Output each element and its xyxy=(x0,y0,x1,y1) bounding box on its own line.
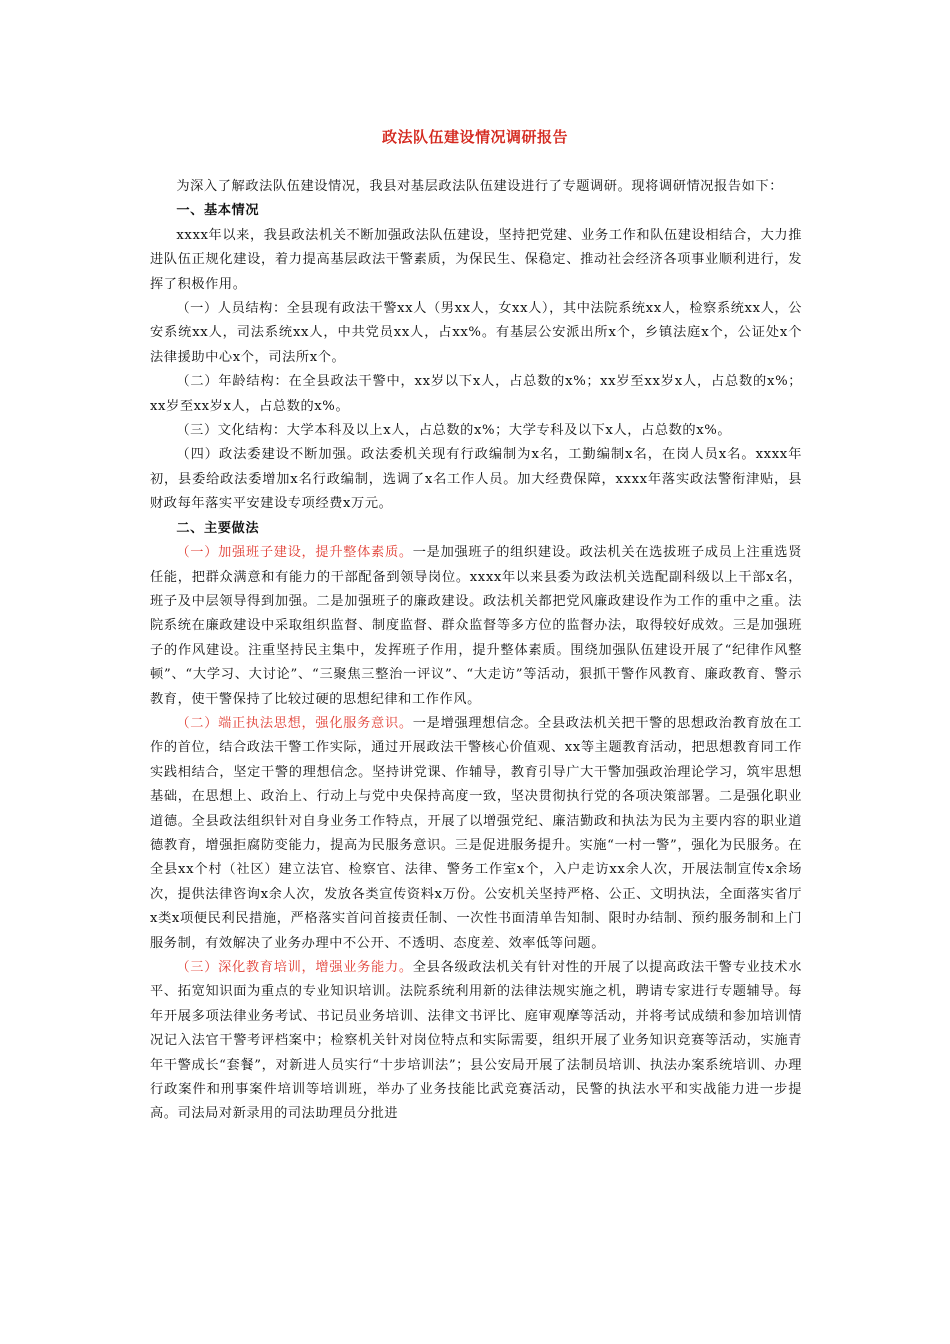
leadership-building-text: 一是加强班子的组织建设。政法机关在选拔班子成员上注重选贤任能，把群众满意和有能力的干部配备到领导岗位。xxxx年以来县委为政法机关选配副科级以上干部x名，班子及中层领导得到加强。二是加强班子的廉政建设。政法机关都把党风廉政建设作为工作的重中之重。法院系统在廉政建设中采取组织监督、制度监督、群众监督等多方位的监督办法，取得较好成效。三是加强班子的作风建设。注重坚持民主集中，发挥班子作用，提升整体素质。围绕加强队伍建设开展了“纪律作风整顿”、“大学习、大讨论”、“三聚焦三整治一评议”、“大走访”等活动，狠抓干警作风教育、廉政教育、警示教育，使干警保持了比较过硬的思想纪律和工作作风。 xyxy=(150,545,802,707)
law-enforcement-thinking-subheading: （二）端正执法思想，强化服务意识。 xyxy=(176,715,413,731)
leadership-building-paragraph xyxy=(150,541,802,712)
section-2-heading: 二、主要做法 xyxy=(176,520,260,536)
education-training-text: 全县各级政法机关有针对性的开展了以提高政法干警专业技术水平、拓宽知识面为重点的专业知识培训。法院系统利用新的法律法规实施之机，聘请专家进行专题辅导。每年开展多项法律业务考试、书记员业务培训、法律文书评比、庭审观摩等活动，并将考试成绩和参加培训情况记入法官干警考评档案中；检察机关针对岗位特点和实际需要，组织开展了业务知识竞赛等活动，实施青年干警成长“套餐”，对新进人员实行“十步培训法”；县公安局开展了法制员培训、执法办案系统培训、办理行政案件和刑事案件培训等培训班，举办了业务技能比武竞赛活动，民警的执法水平和实战能力进一步提高。司法局对新录用的司法助理员分批进 xyxy=(150,960,802,1122)
leadership-building-subheading: （一）加强班子建设，提升整体素质。 xyxy=(176,545,413,561)
education-training-paragraph xyxy=(150,956,802,1127)
law-enforcement-thinking-text: 一是增强理想信念。全县政法机关把干警的思想政治教育放在工作的首位，结合政法干警工作实际，通过开展政法干警核心价值观、xx等主题教育活动，把思想教育同工作实践相结合，坚定干警的理想信念。坚持讲党课、作辅导，教育引导广大干警加强政治理论学习，筑牢思想基础，在思想上、政治上、行动上与党中央保持高度一致，坚决贯彻执行党的各项决策部署。二是强化职业道德。全县政法组织针对自身业务工作特点，开展了以增强党纪、廉洁勤政和执法为民为主要内容的职业道德教育，增强拒腐防变能力，提高为民服务意识。三是促进服务提升。实施“一村一警”，强化为民服务。在全县xx个村（社区）建立法官、检察官、法律、警务工作室x个，入户走访xx余人次，开展法制宣传x余场次，提供法律咨询x余人次，发放各类宣传资料x万份。公安机关坚持严格、公正、文明执法，全面落实省厅x类x项便民利民措施，严格落实首问首接责任制、一次性书面清单告知制、限时办结制、预约服务制和上门服务制，有效解决了业务办理中不公开、不透明、态度差、效率低等问题。 xyxy=(150,715,802,951)
education-structure-paragraph: （三）文化结构：大学本科及以上x人，占总数的x%；大学专科及以下x人，占总数的x%。 xyxy=(176,423,732,439)
personnel-structure-paragraph: （一）人员结构：全县现有政法干警xx人（男xx人，女xx人），其中法院系统xx人，检察系统xx人，公安系统xx人，司法系统xx人，中共党员xx人，占xx%。有基层公安派出所x个，乡镇法庭x个，公证处x个法律援助中心x个，司法所x个。 xyxy=(150,301,802,365)
law-enforcement-thinking-paragraph xyxy=(150,712,802,956)
committee-building-paragraph: （四）政法委建设不断加强。政法委机关现有行政编制为x名，工勤编制x名，在岗人员x名。xxxx年初，县委给政法委增加x名行政编制，选调了x名工作人员。加大经费保障，xxxx年落实政法警衔津贴，县财政每年落实平安建设专项经费x万元。 xyxy=(150,447,802,512)
document-title: 政法队伍建设情况调研报告 xyxy=(381,128,568,146)
section-1-heading: 一、基本情况 xyxy=(176,203,260,219)
age-structure-paragraph: （二）年龄结构：在全县政法干警中，xx岁以下x人，占总数的x%；xx岁至xx岁x人，占总数的x%；xx岁至xx岁x人，占总数的x%。 xyxy=(150,374,802,414)
document-body xyxy=(150,175,802,1127)
education-training-subheading: （三）深化教育培训，增强业务能力。 xyxy=(176,960,413,975)
intro-paragraph: 为深入了解政法队伍建设情况，我县对基层政法队伍建设进行了专题调研。现将调研情况报告如下： xyxy=(176,179,784,194)
section-1-overview: xxxx年以来，我县政法机关不断加强政法队伍建设，坚持把党建、业务工作和队伍建设相结合，大力推进队伍正规化建设，着力提高基层政法干警素质，为保民生、保稳定、推动社会经济各项事业顺利进行，发挥了积极作用。 xyxy=(150,227,802,292)
